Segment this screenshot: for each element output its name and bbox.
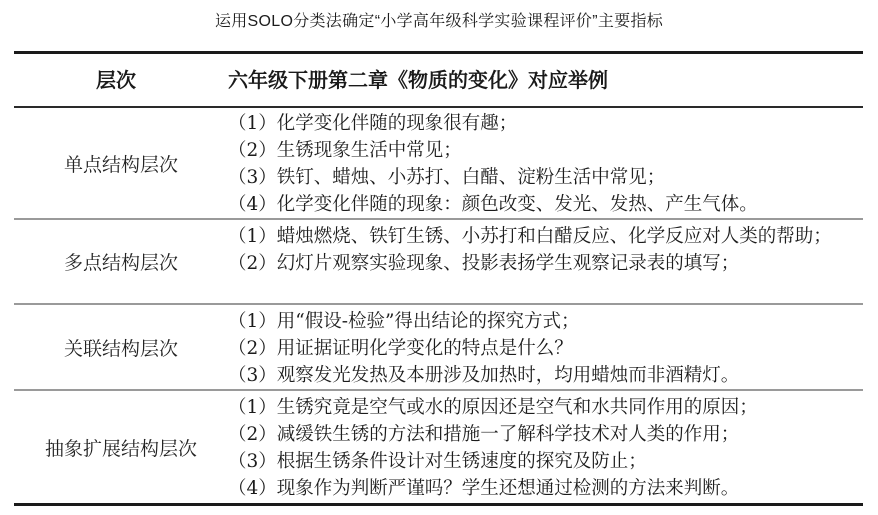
example-item: （2）减缓铁生锈的方法和措施一了解科学技术对人类的作用； — [228, 424, 740, 445]
level-cell: 多点结构层次 — [63, 252, 178, 274]
example-item: （2）幻灯片观察实验现象、投影表扬学生观察记录表的填写； — [228, 253, 740, 274]
example-item: （1）化学变化伴随的现象很有趣； — [228, 113, 518, 134]
example-item: （2）生锈现象生活中常见； — [228, 140, 462, 161]
examples-cell — [228, 220, 850, 303]
level-cell: 关联结构层次 — [63, 337, 178, 360]
table-bottom-rule — [14, 503, 863, 506]
header-level: 层次 — [96, 68, 136, 92]
example-item: （3）根据生锈条件设计对生锈速度的探究及防止； — [228, 451, 647, 472]
example-item: （3）观察发光发热及本册涉及加热时，均用蜡烛而非酒精灯。 — [228, 365, 740, 386]
example-item: （1）生锈究竟是空气或水的原因还是空气和水共同作用的原因； — [228, 397, 758, 418]
example-item: （3）铁钉、蜡烛、小苏打、白醋、淀粉生活中常见； — [228, 167, 666, 188]
example-item: （4）化学变化伴随的现象：颜色改变、发光、发热、产生气体。 — [228, 194, 758, 215]
example-item: （4）现象作为判断严谨吗？学生还想通过检测的方法来判断。 — [228, 478, 740, 499]
table-row — [14, 305, 863, 389]
example-item: （2）用证据证明化学变化的特点是什么？ — [228, 338, 573, 359]
table-row — [14, 108, 863, 218]
table-caption: 运用SOLO分类法确定“小学高年级科学实验课程评价”主要指标 — [214, 13, 664, 30]
table-row — [14, 220, 863, 303]
example-item: （1）蜡烛燃烧、铁钉生锈、小苏打和白醋反应、化学反应对人类的帮助； — [228, 226, 832, 247]
table-row — [14, 391, 863, 503]
solo-indicator-table — [14, 51, 863, 506]
example-item: （1）用“假设-检验”得出结论的探究方式； — [228, 311, 580, 332]
examples-cell — [228, 108, 850, 218]
table-header-row — [14, 54, 863, 106]
examples-cell — [228, 305, 850, 389]
level-cell: 单点结构层次 — [63, 153, 178, 176]
header-example: 六年级下册第二章《物质的变化》对应举例 — [228, 68, 608, 92]
level-cell: 抽象扩展结构层次 — [44, 437, 197, 460]
examples-cell — [228, 391, 850, 503]
